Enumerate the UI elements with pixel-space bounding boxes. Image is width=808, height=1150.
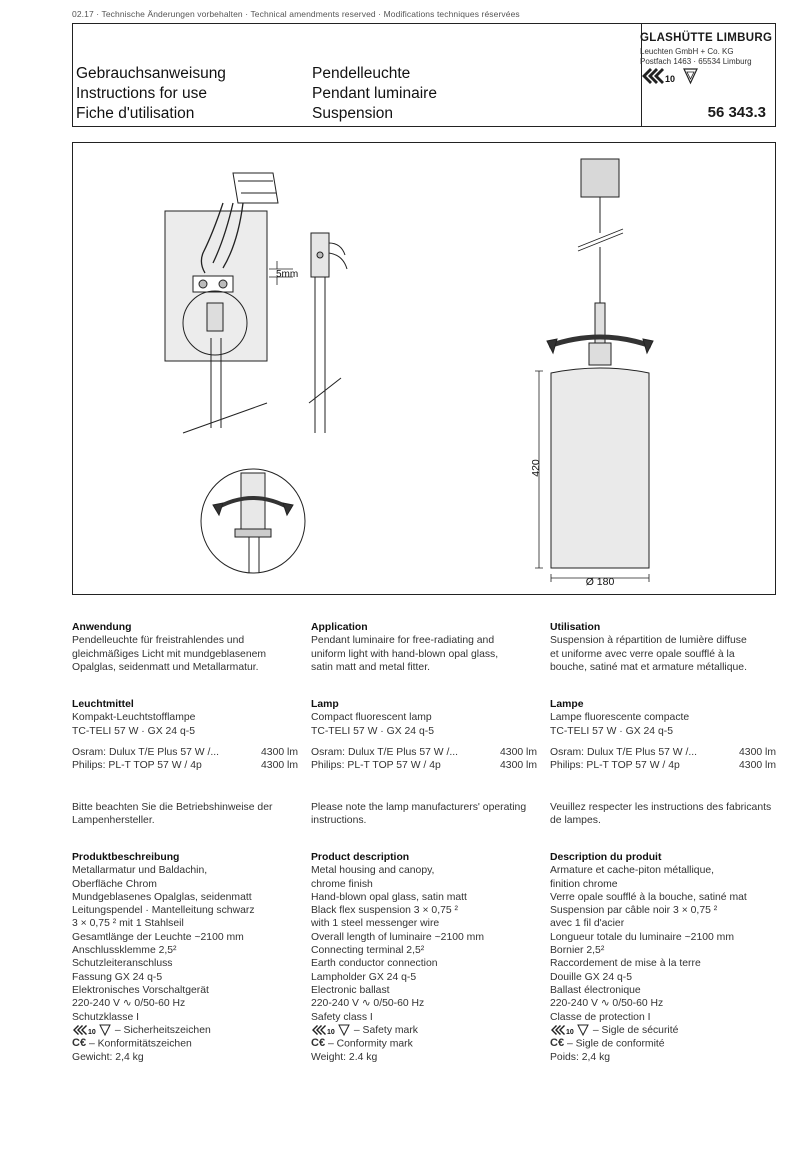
text-line: gleichmäßiges Licht mit mundgeblasenem — [72, 648, 267, 660]
text-line: 220-240 V ∿ 0/50-60 Hz — [550, 998, 664, 1010]
text-line: et uniforme avec verre opale soufflé à la — [550, 648, 735, 660]
text-line: Lampholder GX 24 q-5 — [311, 971, 417, 983]
text-line: Metal housing and canopy, — [311, 865, 435, 877]
text-line: Verre opale soufflé à la bouche, satiné mat — [550, 891, 747, 903]
lamp-model-row — [550, 759, 776, 772]
text-line: Ballast électronique — [550, 984, 641, 996]
note-fr — [550, 801, 776, 828]
lamp-model-row — [72, 746, 298, 759]
weight-line: Weight: 2.4 kg — [311, 1051, 378, 1063]
revision-line: 02.17 · Technische Änderungen vorbehalten · Technical amendments reserved · Modifications techniques réservées — [72, 9, 520, 19]
installation-drawing — [73, 143, 775, 594]
text-line: Lampe fluorescente compacte — [550, 712, 690, 724]
note-en — [311, 801, 537, 828]
svg-text:10: 10 — [88, 1029, 96, 1037]
mark-number: 10 — [665, 74, 676, 84]
luminaire-elevation — [547, 159, 653, 568]
text-line: Longueur totale du luminaire ~2100 mm — [550, 931, 734, 943]
lamp-model-row — [550, 746, 776, 759]
text-line: chrome finish — [311, 878, 373, 890]
text-line: 220-240 V ∿ 0/50-60 Hz — [311, 998, 425, 1010]
product-title-fr: Suspension — [312, 105, 394, 122]
conformity-mark-line — [550, 1037, 776, 1051]
heading: Anwendung — [72, 622, 132, 633]
text-line: Classe de protection I — [550, 1011, 651, 1023]
lamp-model: Osram: Dulux T/E Plus 57 W /... — [72, 746, 220, 758]
text-line: Overall length of luminaire ~2100 mm — [311, 931, 484, 943]
text-line: Safety class I — [311, 1011, 373, 1023]
safety-mark-line — [550, 1024, 776, 1037]
note-de — [72, 801, 298, 828]
weight-line: Gewicht: 2,4 kg — [72, 1051, 144, 1063]
text-line: Hand-blown opal glass, satin matt — [311, 891, 467, 903]
product-en — [311, 851, 537, 1064]
text-line: Electronic ballast — [311, 984, 390, 996]
ce-mark-icon: C€ — [550, 1037, 565, 1050]
text-line: Bitte beachten Sie die Betriebshinweise der — [72, 802, 273, 813]
application-de — [72, 621, 298, 674]
text-line: de lampes. — [550, 815, 601, 827]
conformity-mark-line — [311, 1037, 537, 1051]
product-fr — [550, 851, 776, 1064]
heading: Description du produit — [550, 852, 662, 863]
canopy-detail — [165, 173, 278, 433]
text-line: avec 1 fil d'acier — [550, 918, 625, 930]
lamp-lumen: 4300 lm — [500, 760, 537, 772]
text-line: Schutzleiteranschluss — [72, 958, 173, 970]
text-line: Douille GX 24 q-5 — [550, 971, 633, 983]
doc-title-en: Instructions for use — [76, 85, 207, 102]
enec-mark-icon — [550, 1024, 590, 1036]
heading: Lampe — [550, 699, 584, 710]
text-line: with 1 steel messenger wire — [311, 918, 440, 930]
lamp-model-row — [72, 759, 298, 772]
doc-title-fr: Fiche d'utilisation — [76, 105, 195, 122]
company-line-1: Leuchten GmbH + Co. KG — [640, 47, 734, 56]
text-line: Bornier 2,5² — [550, 945, 605, 957]
heading: Leuchtmittel — [72, 699, 134, 710]
text-line: finition chrome — [550, 878, 618, 890]
diameter-label: Ø 180 — [585, 576, 615, 588]
text-line: uniform light with hand-blown opal glass, — [311, 648, 499, 660]
height-label: 420 — [530, 459, 542, 477]
company-line-2: Postfach 1463 · 65534 Limburg — [640, 57, 752, 66]
conformity-mark-line — [72, 1037, 298, 1051]
lamp-model: Philips: PL-T TOP 57 W / 4p — [550, 760, 680, 772]
text-line: Metallarmatur und Baldachin, — [72, 865, 208, 877]
heading: Lamp — [311, 699, 339, 710]
product-title-en: Pendant luminaire — [312, 85, 437, 102]
application-en — [311, 621, 537, 674]
text-line: Earth conductor connection — [311, 958, 438, 970]
lamp-model-row — [311, 759, 537, 772]
text-line: Elektronisches Vorschaltgerät — [72, 984, 209, 996]
text-line: Gesamtlänge der Leuchte ~2100 mm — [72, 931, 244, 943]
text-line: Fassung GX 24 q-5 — [72, 971, 163, 983]
text-line: satin matt and metal fitter. — [311, 661, 430, 673]
text-line: Pendant luminaire for free-radiating and — [311, 635, 495, 647]
text-line: TC-TELI 57 W · GX 24 q-5 — [550, 725, 673, 737]
text-line: Suspension à répartition de lumière diffuse — [550, 635, 747, 647]
lamp-en — [311, 698, 537, 772]
text-line: bouche, satiné mat et armature métallique. — [550, 661, 747, 673]
product-title-de: Pendelleuchte — [312, 65, 411, 82]
lamp-lumen: 4300 lm — [739, 760, 776, 772]
text-line: Opalglas, seidenmatt und Metallarmatur. — [72, 661, 259, 673]
text-line: Please note the lamp manufacturers' operating — [311, 802, 527, 813]
enec-mark-icon — [72, 1024, 112, 1036]
product-titles — [312, 64, 437, 124]
application-fr — [550, 621, 776, 674]
lamp-fr — [550, 698, 776, 772]
text-line: Mundgeblasenes Opalglas, seidenmatt — [72, 891, 252, 903]
hook-side-view — [309, 233, 347, 433]
enec-mark-icon — [311, 1024, 351, 1036]
safety-mark-text: – Sicherheitszeichen — [114, 1024, 211, 1036]
text-line: Suspension par câble noir 3 × 0,75 ² — [550, 905, 718, 917]
article-number: 56 343.3 — [707, 104, 766, 121]
safety-mark-line — [72, 1024, 298, 1037]
text-line: Black flex suspension 3 × 0,75 ² — [311, 905, 458, 917]
text-line: Raccordement de mise à la terre — [550, 958, 701, 970]
text-line: Connecting terminal 2,5² — [311, 945, 425, 957]
enec-mark-icon — [640, 66, 700, 86]
text-line: Leitungspendel · Mantelleitung schwarz — [72, 905, 255, 917]
lamp-model: Osram: Dulux T/E Plus 57 W /... — [311, 746, 459, 758]
text-line: 220-240 V ∿ 0/50-60 Hz — [72, 998, 186, 1010]
doc-title-de: Gebrauchsanweisung — [76, 65, 226, 82]
conformity-mark-text: – Sigle de conformité — [566, 1038, 665, 1050]
heading: Product description — [311, 852, 410, 863]
lamp-model: Osram: Dulux T/E Plus 57 W /... — [550, 746, 698, 758]
text-line: TC-TELI 57 W · GX 24 q-5 — [311, 725, 434, 737]
brand-name: GLASHÜTTE LIMBURG — [640, 32, 773, 44]
text-line: TC-TELI 57 W · GX 24 q-5 — [72, 725, 195, 737]
lamp-de — [72, 698, 298, 772]
heading: Produktbeschreibung — [72, 852, 180, 863]
svg-text:10: 10 — [566, 1029, 574, 1037]
heading: Utilisation — [550, 622, 601, 633]
weight-line: Poids: 2,4 kg — [550, 1051, 611, 1063]
lamp-lumen: 4300 lm — [261, 760, 298, 772]
ce-mark-icon: C€ — [311, 1037, 326, 1050]
text-line: Compact fluorescent lamp — [311, 712, 432, 724]
illustration-frame — [72, 142, 776, 595]
heading: Application — [311, 622, 368, 633]
conformity-mark-text: – Konformitätszeichen — [88, 1038, 192, 1050]
certification-marks — [640, 66, 700, 91]
text-line: Anschlussklemme 2,5² — [72, 945, 177, 957]
document-titles — [76, 64, 226, 124]
lamp-model: Philips: PL-T TOP 57 W / 4p — [72, 760, 202, 772]
ce-mark-icon: C€ — [72, 1037, 87, 1050]
text-line: Oberfläche Chrom — [72, 878, 157, 890]
lamp-lumen: 4300 lm — [261, 746, 298, 758]
text-line: 3 × 0,75 ² mit 1 Stahlseil — [72, 918, 184, 930]
text-line: Armature et cache-piton métallique, — [550, 865, 715, 877]
rotation-detail — [201, 469, 305, 573]
product-de — [72, 851, 298, 1064]
text-line: Pendelleuchte für freistrahlendes und — [72, 635, 245, 647]
text-line: instructions. — [311, 815, 367, 827]
safety-mark-line — [311, 1024, 537, 1037]
label-5mm: 5mm — [276, 269, 299, 280]
conformity-mark-text: – Conformity mark — [327, 1038, 413, 1050]
safety-mark-text: – Sigle de sécurité — [592, 1024, 679, 1036]
svg-text:10: 10 — [327, 1029, 335, 1037]
text-line: Schutzklasse I — [72, 1011, 139, 1023]
text-line: Veuillez respecter les instructions des fabricants — [550, 802, 772, 813]
lamp-lumen: 4300 lm — [500, 746, 537, 758]
text-line: Lampenhersteller. — [72, 815, 155, 827]
lamp-model-row — [311, 746, 537, 759]
text-line: Kompakt-Leuchtstofflampe — [72, 712, 196, 724]
lamp-lumen: 4300 lm — [739, 746, 776, 758]
lamp-model: Philips: PL-T TOP 57 W / 4p — [311, 760, 441, 772]
safety-mark-text: – Safety mark — [353, 1024, 418, 1036]
